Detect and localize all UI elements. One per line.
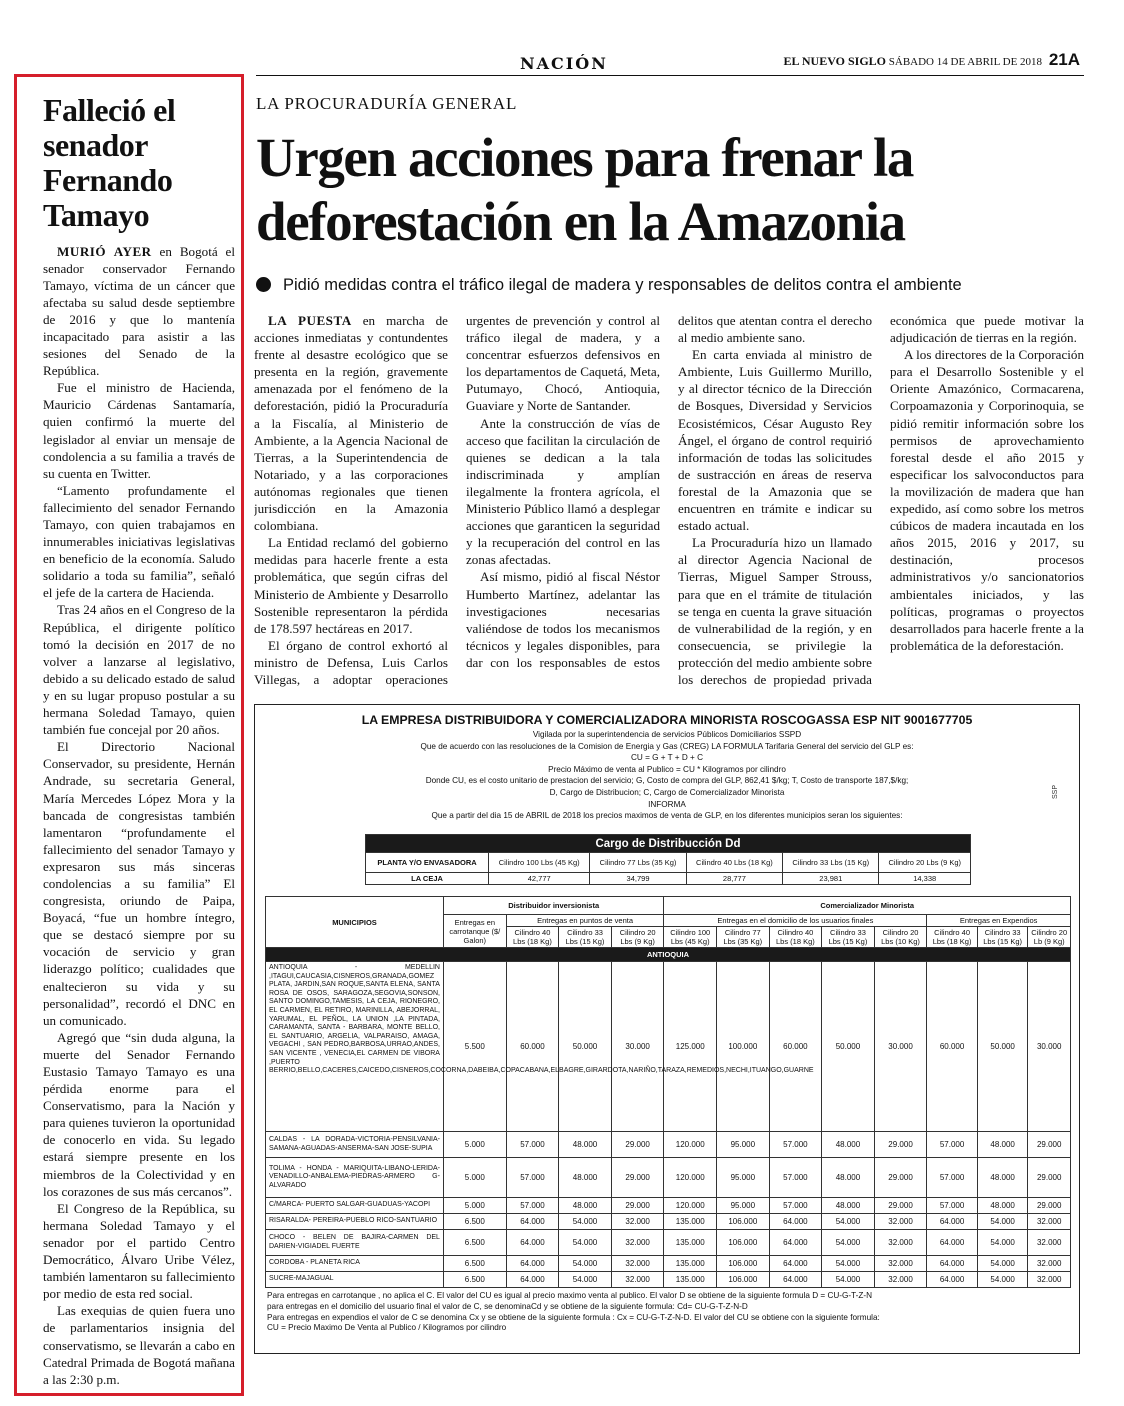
price-cell: 57.000 bbox=[769, 1158, 822, 1198]
price-cell: 32.000 bbox=[1028, 1256, 1071, 1272]
price-table bbox=[265, 896, 1071, 1288]
price-cell: 5.000 bbox=[443, 1158, 506, 1198]
distribution-charge-table bbox=[365, 834, 971, 885]
price-cell: 106.000 bbox=[717, 1214, 770, 1230]
ssp-logo: SSP bbox=[1052, 785, 1059, 800]
cylinder-header: Cilindro 40 Lbs (18 Kg) bbox=[686, 853, 782, 873]
price-cell: 6.500 bbox=[443, 1230, 506, 1256]
table-row bbox=[266, 1198, 1071, 1214]
department-band: ANTIOQUIA bbox=[266, 948, 1071, 962]
notice-line: CU = G + T + D + C bbox=[630, 753, 704, 763]
cylinder-column-header: Cilindro 33 Lbs (15 Kg) bbox=[822, 927, 875, 948]
price-cell: 29.000 bbox=[874, 1198, 927, 1214]
article-paragraph: Así mismo, pidió al fiscal Néstor Humberto Martínez, adelantar las investigaciones necesarias valiéndose de todos los mecanismos técnicos y legales disponibles, para dar con los responsables de estos delitos que atentan contra el derecho al medio ambiente sano. bbox=[466, 313, 872, 670]
price-cell: 54.000 bbox=[822, 1272, 875, 1288]
notice-line: Vigilada por la superintendencia de servicios Públicos Domiciliarios SSPD bbox=[532, 730, 802, 739]
notice-title: LA EMPRESA DISTRIBUIDORA Y COMERCIALIZADORA MINORISTA ROSCOGASSA ESP NIT 9001677705 bbox=[361, 713, 973, 727]
price-cell: 64.000 bbox=[506, 1230, 559, 1256]
price-cell: 48.000 bbox=[822, 1198, 875, 1214]
notice-line: Que de acuerdo con las resoluciones de la Comision de Energia y Gas (CREG) LA FORMULA Tarifaria General del servicio del GLP es: bbox=[420, 741, 914, 751]
cylinder-header: Cilindro 77 Lbs (35 Kg) bbox=[590, 853, 686, 873]
price-cell: 32.000 bbox=[874, 1272, 927, 1288]
price-cell: 54.000 bbox=[822, 1256, 875, 1272]
price-cell: 32.000 bbox=[874, 1230, 927, 1256]
article-paragraph: A los directores de la Corporación para el Desarrollo Sostenible y el Oriente Amazónico, Cormacarena, Corpoamazonia y Corporinoquia, se pidió remitir información sobre los permisos de aprovechamiento forestal desde el año 2015 y especificar los salvoconductos para la movilización de madera que han expedido, así como sobre los metros cúbicos de madera incautada en los años 2015, 2016 y 2017, su destinación, procesos administrativos y/o sancionatorios ambientales iniciados, y las políticas, programas o proyectos desarrollados para hacerle frente a la problemática de la deforestación. bbox=[890, 347, 1084, 653]
price-cell: 135.000 bbox=[664, 1214, 717, 1230]
sidebar-paragraph: Las exequias de quien fuera uno de parlamentarios insignia del conservatismo, se llevarán a cabo en Catedral Primada de Bogotá mañana a las 2:30 p.m. bbox=[43, 1303, 235, 1387]
price-cell: 54.000 bbox=[559, 1230, 612, 1256]
price-cell: 135.000 bbox=[664, 1256, 717, 1272]
price-cell: 64.000 bbox=[927, 1272, 978, 1288]
price-cell: 60.000 bbox=[769, 962, 822, 1132]
price-cell: 54.000 bbox=[559, 1256, 612, 1272]
gas-price-notice bbox=[254, 704, 1080, 1354]
price-cell: 30.000 bbox=[1028, 962, 1071, 1132]
price-cell: 120.000 bbox=[664, 1158, 717, 1198]
price-cell: 64.000 bbox=[506, 1256, 559, 1272]
article-dek: Pidió medidas contra el tráfico ilegal de madera y responsables de delitos contra el ambiente bbox=[256, 276, 962, 295]
municipio-name: C/MARCA- PUERTO SALGAR-GUADUAS-YACOPI bbox=[266, 1198, 444, 1214]
cylinder-column-header: Cilindro 33 Lbs (15 Kg) bbox=[559, 927, 612, 948]
notice-intro bbox=[255, 729, 1079, 822]
price-cell: 32.000 bbox=[611, 1230, 664, 1256]
price-cell: 54.000 bbox=[977, 1256, 1028, 1272]
price-cell: 64.000 bbox=[506, 1272, 559, 1288]
masthead bbox=[784, 50, 1080, 70]
price-body bbox=[266, 948, 1071, 1288]
table-row bbox=[266, 1272, 1071, 1288]
price-cell: 100.000 bbox=[717, 962, 770, 1132]
sidebar-title: Falleció el senador Fernando Tamayo bbox=[43, 92, 176, 233]
notice-line: INFORMA bbox=[648, 799, 686, 809]
price-cell: 32.000 bbox=[1028, 1272, 1071, 1288]
article-paragraph: Ante la construcción de vías de acceso que facilitan la circulación de quienes se dedican a la tala indiscriminada y amplían ilegalmente la frontera agrícola, el Ministerio Público llamó a desplegar acciones que garanticen la seguridad y la recuperación del control en las zonas afectadas. bbox=[466, 415, 660, 568]
price-cell: 48.000 bbox=[977, 1198, 1028, 1214]
municipio-name: CORDOBA - PLANETA RICA bbox=[266, 1256, 444, 1272]
price-cell: 54.000 bbox=[822, 1230, 875, 1256]
price-cell: 32.000 bbox=[874, 1214, 927, 1230]
price-cell: 29.000 bbox=[1028, 1158, 1071, 1198]
cylinder-header: Cilindro 33 Lbs (15 Kg) bbox=[783, 853, 879, 873]
price-cell: 120.000 bbox=[664, 1132, 717, 1158]
table-row bbox=[266, 1214, 1071, 1230]
note-line: CU = Precio Maximo De Venta al Publico / Kilogramos por cilindro bbox=[267, 1323, 507, 1333]
table-row bbox=[266, 1158, 1071, 1198]
distribution-band: Cargo de Distribucción Dd bbox=[366, 835, 971, 853]
price-cell: 54.000 bbox=[977, 1214, 1028, 1230]
sidebar-body bbox=[43, 243, 235, 1388]
price-cell: 60.000 bbox=[506, 962, 559, 1132]
municipio-name: TOLIMA - HONDA - MARIQUITA-LIBANO-LERIDA-VENADILLO-ANBALEMA-PIEDRAS-ARMERO G-ALVARADO bbox=[266, 1158, 444, 1198]
article-paragraph: El órgano de control exhortó al ministro de Defensa, Luis Carlos Villegas, a adoptar operaciones urgentes de prevención y control al tráfico ilegal de madera, y a concentrar esfuerzos defensivos en los departamentos de Caquetá, Meta, Putumayo, Chocó, Antioquia, Guaviare y Norte de Santander. bbox=[254, 313, 660, 687]
article-paragraph: La Procuraduría hizo un llamado al director Agencia Nacional de Tierras, Miguel Samper Strouss, para que en el trámite de titulación se tenga en cuenta la grave situación de vulnerabilidad de la región, y en consecuencia, se privilegie la protección del medio ambiente sobre los derechos de propiedad privada económica que puede motivar la adjudicación de tierras en la región. bbox=[678, 313, 1084, 687]
bullet-icon bbox=[256, 277, 271, 292]
price-cell: 57.000 bbox=[506, 1198, 559, 1214]
price-cell: 32.000 bbox=[1028, 1214, 1071, 1230]
price-cell: 64.000 bbox=[927, 1256, 978, 1272]
notice-line: Precio Máximo de venta al Publico = CU * Kilogramos por cilindro bbox=[548, 764, 786, 774]
price-cell: 29.000 bbox=[611, 1198, 664, 1214]
price-cell: 64.000 bbox=[927, 1230, 978, 1256]
price-cell: 48.000 bbox=[559, 1198, 612, 1214]
notice-notes bbox=[267, 1291, 1067, 1334]
puntos-header: Entregas en puntos de venta bbox=[506, 915, 664, 927]
cylinder-header: Cilindro 100 Lbs (45 Kg) bbox=[489, 853, 590, 873]
price-cell: 30.000 bbox=[874, 962, 927, 1132]
price-cell: 50.000 bbox=[559, 962, 612, 1132]
price-cell: 135.000 bbox=[664, 1272, 717, 1288]
price-cell: 64.000 bbox=[769, 1230, 822, 1256]
price-cell: 54.000 bbox=[559, 1214, 612, 1230]
distribution-value: 28,777 bbox=[686, 873, 782, 885]
municipio-name: RISARALDA- PEREIRA-PUEBLO RICO-SANTUARIO bbox=[266, 1214, 444, 1230]
sidebar-paragraph: Agregó que “sin duda alguna, la muerte del Senador Fernando Eustasio Tamayo Tamayo es una pérdida enorme para el Conservatismo, para la Nación y para quienes tuvieron la oportunidad de conocerlo en vida. Su legado estará siempre presente en los miembros de la Colectividad y en los corazones de sus más cercanos”. bbox=[43, 1029, 235, 1199]
sidebar-lead-in: MURIÓ AYER bbox=[57, 243, 152, 259]
cylinder-column-header: Cilindro 40 Lbs (18 Kg) bbox=[927, 927, 978, 948]
sidebar-paragraph: El Directorio Nacional Conservador, su presidente, Hernán Andrade, su secretaria General, María Mercedes López Mora y la bancada de congresistas también lamentaron “profundamente el fallecimiento del senador Tamayo y expresaron sus más sinceras condolencias a su familia” El congresista, oriundo de Paipa, Boyacá, “fue un hombre íntegro, que se destacó siempre por su vocación de servicio y gran liderazgo político; cualidades que enaltecieron su vida y su personalidad”, recordó el DNC en un comunicado. bbox=[43, 739, 235, 1028]
distribution-value: 34,799 bbox=[590, 873, 686, 885]
cylinder-header: Cilindro 20 Lbs (9 Kg) bbox=[879, 853, 971, 873]
price-cell: 95.000 bbox=[717, 1198, 770, 1214]
price-cell: 48.000 bbox=[822, 1158, 875, 1198]
distribution-value: 14,338 bbox=[879, 873, 971, 885]
article-headline: Urgen acciones para frenar la deforestación en la Amazonia bbox=[256, 127, 913, 252]
price-cell: 32.000 bbox=[611, 1272, 664, 1288]
price-cell: 29.000 bbox=[611, 1158, 664, 1198]
plant-header: PLANTA Y/O ENVASADORA bbox=[366, 853, 489, 873]
domicilio-header: Entregas en el domicilio de los usuarios finales bbox=[664, 915, 927, 927]
price-cell: 50.000 bbox=[822, 962, 875, 1132]
price-cell: 29.000 bbox=[874, 1158, 927, 1198]
cylinder-column-header: Cilindro 77 Lbs (35 Kg) bbox=[717, 927, 770, 948]
sidebar-paragraph: Fue el ministro de Hacienda, Mauricio Cárdenas Santamaría, quien confirmó la muerte del legislador al enviar un mensaje de condolencia a su familia a través de su cuenta en Twitter. bbox=[43, 380, 235, 481]
cylinder-column-header: Cilindro 33 Lbs (15 Kg) bbox=[977, 927, 1028, 948]
table-row bbox=[266, 962, 1071, 1132]
expendios-header: Entregas en Expendios bbox=[927, 915, 1071, 927]
article-paragraph: LA PUESTA en marcha de acciones inmediatas y contundentes frente al desastre ecológico que se presenta en la región, gravemente amenazada por el fenómeno de la deforestación, pidió la Procuraduría a la Fiscalía, al Ministerio de Ambiente, a la Agencia Nacional de Tierras, a la Superintendencia de Notariado, y a las corporaciones autónomas regionales que tienen jurisdicción en la Amazonia colombiana. bbox=[254, 313, 448, 534]
sidebar-paragraph: MURIÓ AYER en Bogotá el senador conservador Fernando Tamayo, víctima de un cáncer que afectaba su salud desde septiembre de 2016 y que lo mantenía incapacitado para asistir a las sesiones del Senado de la República. bbox=[43, 243, 236, 379]
carrotanque-header: Entregas en carrotanque ($/ Galon) bbox=[443, 915, 506, 948]
article-body bbox=[254, 312, 1084, 696]
price-cell: 29.000 bbox=[874, 1132, 927, 1158]
table-row bbox=[266, 1132, 1071, 1158]
distribuidor-header: Distribuidor inversionista bbox=[443, 897, 663, 915]
price-cell: 125.000 bbox=[664, 962, 717, 1132]
cylinder-column-header: Cilindro 40 Lbs (18 Kg) bbox=[506, 927, 559, 948]
note-line: para entregas en el domicilio del usuario final el valor de C, se denominaCd y se obtiene de la siguiente formula: Cd= CU-G-T-Z-N-D bbox=[267, 1301, 748, 1311]
notice-line: D, Cargo de Distribucion; C, Cargo de Comercializador Minorista bbox=[549, 787, 785, 797]
price-cell: 54.000 bbox=[977, 1230, 1028, 1256]
municipio-name: SUCRE-MAJAGUAL bbox=[266, 1272, 444, 1288]
price-cell: 32.000 bbox=[611, 1214, 664, 1230]
price-cell: 48.000 bbox=[977, 1132, 1028, 1158]
price-cell: 54.000 bbox=[977, 1272, 1028, 1288]
cylinder-column-header: Cilindro 40 Lbs (18 Kg) bbox=[769, 927, 822, 948]
price-cell: 48.000 bbox=[822, 1132, 875, 1158]
price-cell: 32.000 bbox=[874, 1256, 927, 1272]
section-name: NACIÓN bbox=[520, 54, 608, 73]
price-cell: 57.000 bbox=[769, 1198, 822, 1214]
price-cell: 106.000 bbox=[717, 1256, 770, 1272]
price-cell: 29.000 bbox=[1028, 1132, 1071, 1158]
price-cell: 135.000 bbox=[664, 1230, 717, 1256]
sidebar-paragraph: El Congreso de la República, su hermana Soledad Tamayo y el senador por el partido Centro Democrático, Álvaro Uribe Vélez, también lamentaron su fallecimiento por medio de esta red social. bbox=[43, 1200, 235, 1302]
price-cell: 54.000 bbox=[559, 1272, 612, 1288]
price-cell: 64.000 bbox=[769, 1256, 822, 1272]
price-cell: 5.000 bbox=[443, 1132, 506, 1158]
paper-name: EL NUEVO SIGLO bbox=[783, 54, 887, 68]
price-cell: 6.500 bbox=[443, 1256, 506, 1272]
price-cell: 57.000 bbox=[769, 1132, 822, 1158]
price-cell: 5.000 bbox=[443, 1198, 506, 1214]
article-paragraph: En carta enviada al ministro de Ambiente, Luis Guillermo Murillo, y al director técnico de la Dirección de Bosques, Diversidad y Servicios Ecosistémicos, César Augusto Rey Ángel, el órgano de control requirió información de todas las solicitudes de sustracción en áreas de reserva forestal de la Amazonia que se encuentren en trámite e indicar su estado actual. bbox=[678, 347, 872, 534]
table-row bbox=[266, 1256, 1071, 1272]
sidebar-paragraph: Tras 24 años en el Congreso de la República, el dirigente político tomó la decisión en 2017 de no volver a lanzarse al legislativo, debido a su delicado estado de salud y en su lugar propuso postular a su hermana Soledad Tamayo, quien también fue concejal por 20 años. bbox=[43, 602, 235, 738]
price-cell: 5.500 bbox=[443, 962, 506, 1132]
sidebar-paragraph: “Lamento profundamente el fallecimiento del senador Fernando Tamayo, con quien trabajamos en innumerables iniciativas legislativas en beneficio de la economía. Saludo solidario a toda su familia”, señaló el jefe de la cartera de Hacienda. bbox=[43, 482, 235, 601]
notice-line: Que a partir del dia 15 de ABRIL de 2018 los precios maximos de venta de GLP, en los diferentes municipios seran los siguientes: bbox=[431, 811, 903, 821]
price-cell: 57.000 bbox=[927, 1132, 978, 1158]
notice-line: Donde CU, es el costo unitario de prestacion del servicio; G, Costo de compra del GLP, 862,41 $/kg; T, Costo de transporte 187,$/kg; bbox=[425, 776, 909, 786]
cylinder-column-header: Cilindro 20 Lbs (9 Kg) bbox=[611, 927, 664, 948]
plant-name: LA CEJA bbox=[366, 873, 489, 885]
price-cell: 32.000 bbox=[611, 1256, 664, 1272]
comercializador-header: Comercializador Minorista bbox=[664, 897, 1071, 915]
price-cell: 64.000 bbox=[927, 1214, 978, 1230]
price-cell: 30.000 bbox=[611, 962, 664, 1132]
article-lead-in: LA PUESTA bbox=[268, 313, 352, 328]
table-row bbox=[266, 1230, 1071, 1256]
municipios-header: MUNICIPIOS bbox=[266, 897, 444, 948]
price-cell: 54.000 bbox=[822, 1214, 875, 1230]
sidebar-obituary bbox=[14, 74, 244, 1396]
price-cell: 48.000 bbox=[559, 1158, 612, 1198]
note-line: Para entregas en expendios el valor de C se denomina Cx y se obtiene de la siguiente formula : Cx = CU-G-T-Z-N-D. El valor del CU se obtiene con la siguiente formula: bbox=[267, 1312, 880, 1322]
price-cell: 48.000 bbox=[977, 1158, 1028, 1198]
price-cell: 60.000 bbox=[927, 962, 978, 1132]
municipio-name: ANTIOQUIA - MEDELLIN ,ITAGUI,CAUCASIA,CISNEROS,GRANADA,GOMEZ PLATA, JARDIN,SAN ROQUE,SANTA ELENA, SANTA ROSA DE OSOS, SARAGOZA,SEGOVIA,SONSON, SANTO DOMINGO,TAMESIS, LA CEJA, RIONEGRO, EL CARMEN, EL RETIRO, MARINILLA, ABEJORRAL, YARUMAL, EL PEÑOL, LA UNION ,LA PINTADA, CARAMANTA, SANTA - BARBARA, MONTE BELLO, EL SANTUARIO, ARGELIA, VALPARAISO, AMAGA, VEGACHI , SAN PEDRO,BARBOSA,URRAO,ANDES, SAN VICENTE , VENECIA,EL CARMEN DE VIBORA ,PUERTO BERRIO,BELLO,CACERES,CAICEDO,CISNEROS,COCORNA,DABEIBA,COPACABANA,ELBAGRE,GIRARDOTA,NARIÑO,TARAZA,REMEDIOS,NECHI,ITUANGO,GUARNE bbox=[266, 962, 444, 1132]
price-cell: 57.000 bbox=[506, 1132, 559, 1158]
article-paragraph: La Entidad reclamó del gobierno medidas para hacerle frente a esta problemática, que según cifras del Ministerio de Ambiente y Desarrollo Sostenible representaron la pérdida de 178.597 hectáreas en 2017. bbox=[254, 535, 448, 636]
article-kicker: LA PROCURADURÍA GENERAL bbox=[256, 94, 518, 113]
distribution-value: 42,777 bbox=[489, 873, 590, 885]
price-cell: 64.000 bbox=[769, 1272, 822, 1288]
price-cell: 6.500 bbox=[443, 1214, 506, 1230]
price-cell: 57.000 bbox=[927, 1158, 978, 1198]
price-cell: 57.000 bbox=[927, 1198, 978, 1214]
note-line: Para entregas en carrotanque , no aplica el C. El valor del CU es igual al precio maximo venta al publico. El valor D se obtiene de la siguiente formula D = CU-G-T-Z-N bbox=[267, 1291, 873, 1300]
price-cell: 95.000 bbox=[717, 1158, 770, 1198]
municipio-name: CALDAS - LA DORADA-VICTORIA-PENSILVANIA-SAMANA-AGUADAS-ANSERMA-SAN JOSE-SUPIA bbox=[266, 1132, 444, 1158]
cylinder-column-header: Cilindro 20 Lbs (10 Kg) bbox=[874, 927, 927, 948]
price-cell: 57.000 bbox=[506, 1158, 559, 1198]
cylinder-column-header: Cilindro 100 Lbs (45 Kg) bbox=[664, 927, 717, 948]
price-cell: 32.000 bbox=[1028, 1230, 1071, 1256]
cylinder-column-header: Cilindro 20 Lb (9 Kg) bbox=[1028, 927, 1071, 948]
price-cell: 120.000 bbox=[664, 1198, 717, 1214]
price-cell: 6.500 bbox=[443, 1272, 506, 1288]
distribution-value: 23,981 bbox=[783, 873, 879, 885]
issue-date: SÁBADO 14 DE ABRIL DE 2018 bbox=[888, 56, 1043, 68]
price-cell: 106.000 bbox=[717, 1272, 770, 1288]
price-cell: 50.000 bbox=[977, 962, 1028, 1132]
price-cell: 29.000 bbox=[1028, 1198, 1071, 1214]
price-cell: 64.000 bbox=[769, 1214, 822, 1230]
price-cell: 29.000 bbox=[611, 1132, 664, 1158]
price-cell: 64.000 bbox=[506, 1214, 559, 1230]
municipio-name: CHOCO - BELEN DE BAJIRA-CARMEN DEL DARIEN-VIGIADEL FUERTE bbox=[266, 1230, 444, 1256]
page-number: 21A bbox=[1048, 50, 1080, 69]
price-cell: 48.000 bbox=[559, 1132, 612, 1158]
price-cell: 95.000 bbox=[717, 1132, 770, 1158]
price-cell: 106.000 bbox=[717, 1230, 770, 1256]
